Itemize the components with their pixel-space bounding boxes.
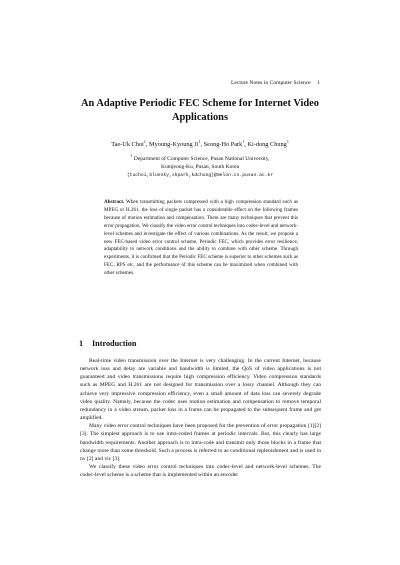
author-name: Ki-dong Chung	[247, 141, 287, 148]
author-emails: {tuchoi,bluesky,shpark,kdchung}@melon.cs.pusan.ac.kr	[126, 173, 274, 178]
author-list: Tae-Uk Choi$^1$, Myoung-Kyoung Ji$^1$, Seong-Ho Park$^1$, Ki-dong Chung$^1$	[111, 138, 289, 148]
section-heading	[79, 339, 319, 349]
abstract-text: When transmitting packets compressed with a high compression standard such as MPEG or H.261, the loss of single packet has a considerable effect on the following frames because of motion estimation and compensation. There are many techniques that prevent this error propagation. We classify the video error control techniques into codec-level and network-level schemes and investigate the effect of various combinations. As the result, we propose a new FEC-based video error control scheme, Periodic FEC, which provides error resilience, adaptability to network conditions and the ability to combine with other scheme. Through experiments, it is confirmed that the Periodic FEC scheme is superior to other schemes such as FEC, RPS etc, and the performance of this scheme can be maximized when combined with other schemes.	[104, 199, 299, 277]
author-affil-mark: 1	[286, 138, 289, 144]
affiliation-line-2: Kumjeong-Ku, Pusan, South Korea	[160, 163, 240, 170]
affiliation	[60, 153, 340, 172]
author-name: Myoung-Kyoung Ji	[148, 141, 199, 148]
paper-title: An Adaptive Periodic FEC Scheme for Internet Video Applications	[81, 98, 319, 123]
affiliation-line-1: Department of Computer Science, Pusan National University,	[133, 156, 270, 162]
running-header	[80, 80, 320, 87]
paragraph: Real-time video transmission over the Internet is very challenging. In the current Internet, because network loss and delay are variable and bandwidth is limited, the QoS of video applications is not guaranteed and video transmissions require high compression efficiency. Video compression standards such as MPEG and H.261 are not designed for transmission over a lossy channel. Although they can achieve very impressive compression efficiency, even a small amount of data loss can severely degrade video quality. Namely, because the codec uses motion estimation and compensation to remove temporal redundancy in a video stream, packet loss in a frame can be propagated to the subsequent frame and get amplified.	[80, 358, 321, 422]
abstract	[104, 199, 298, 278]
author-affil-mark: 1	[143, 138, 146, 144]
running-title: Lecture Notes in Computer Science	[230, 80, 311, 86]
section-title: Introduction	[92, 339, 137, 348]
section-number: 1	[79, 339, 84, 348]
body-text	[80, 357, 321, 479]
paragraph: We classify these video error control techniques into codec-level and network-level schemes. The codec-level scheme is a scheme that is implemented within an encoder	[80, 464, 321, 479]
paragraph: Many video error control techniques have been proposed for the prevention of error propagation [1][2][3]. The simplest approach is to use intra-coded frames at periodic intervals. But, this clearly has large bandwidth requirements. Another approach is to intra-code and transmit only those blocks in a frame that change more than some threshold. Such a process is referred to as conditional replenishment and is used in nv [2] and vic [3].	[80, 423, 321, 462]
author-name: Tae-Uk Choi	[111, 141, 144, 148]
author-affil-mark: 1	[242, 138, 245, 144]
author-name: Seong-Ho Park	[203, 141, 243, 148]
affil-mark: 1	[130, 153, 133, 159]
abstract-label: Abstract.	[104, 199, 125, 205]
page-number: 1	[317, 80, 320, 86]
author-affil-mark: 1	[198, 138, 201, 144]
